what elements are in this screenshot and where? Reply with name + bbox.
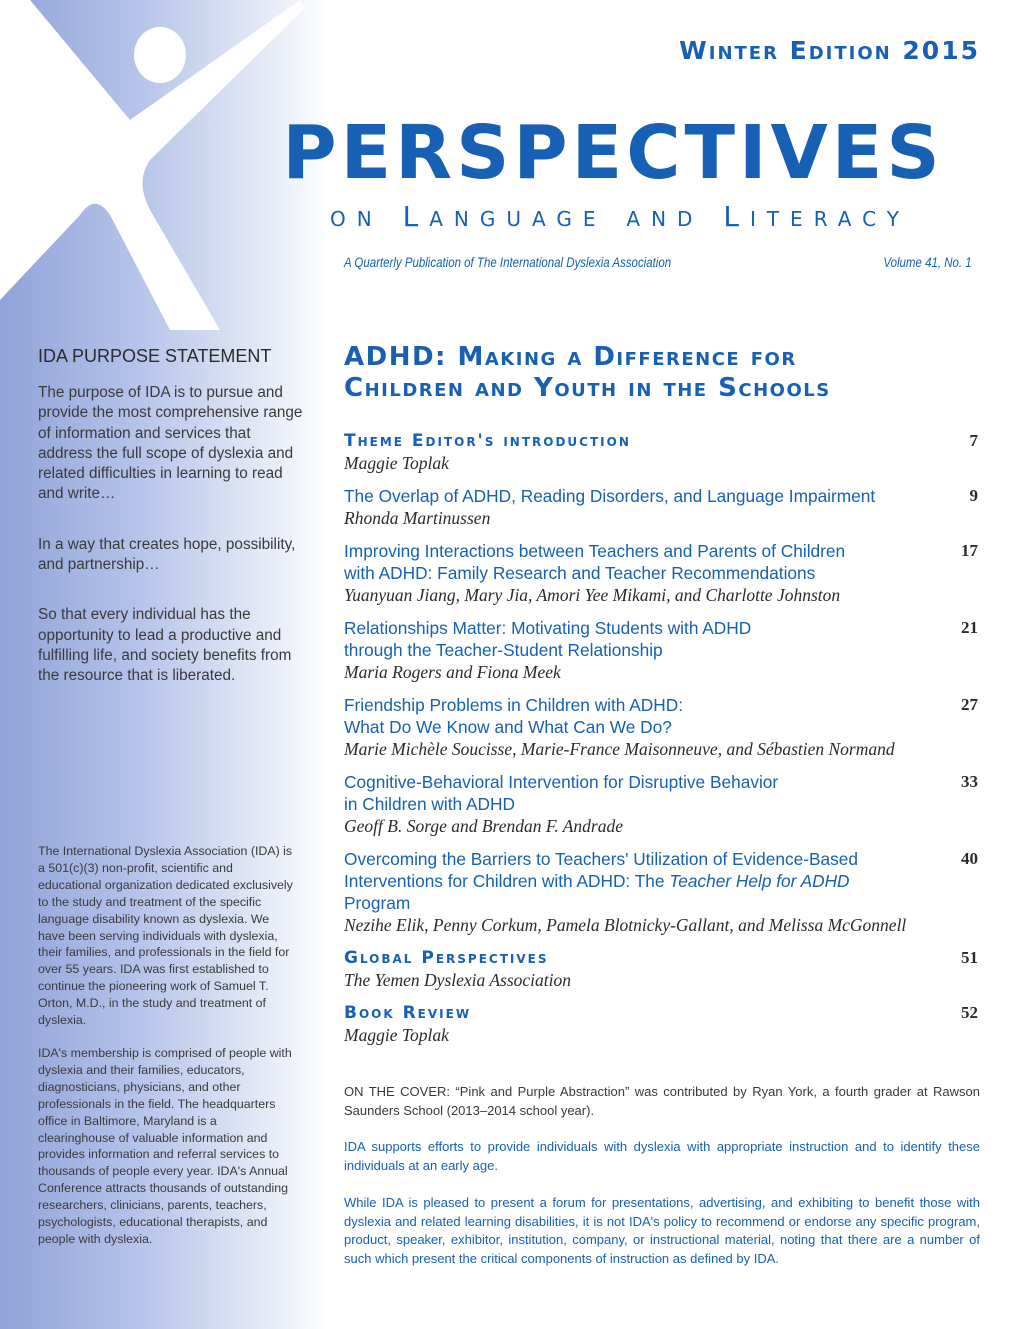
toc-title-part: Program xyxy=(344,893,411,913)
toc-page-number: 40 xyxy=(961,849,978,868)
toc-title: Cognitive-Behavioral Intervention for Disruptive Behavior xyxy=(344,772,779,792)
toc-author: Maggie Toplak xyxy=(344,453,449,473)
masthead-subtitle: on Language and Literacy xyxy=(330,200,910,233)
toc-author: Maria Rogers and Fiona Meek xyxy=(344,662,561,682)
toc-title: in Children with ADHD xyxy=(344,794,515,814)
toc-item[interactable] xyxy=(344,430,978,474)
toc-page-number: 17 xyxy=(961,541,978,560)
toc-author: Geoff B. Sorge and Brendan F. Andrade xyxy=(344,816,624,836)
toc-page-number: 33 xyxy=(961,772,978,791)
notes-section xyxy=(344,1083,980,1287)
purpose-paragraph: So that every individual has the opportunity to lead a productive and fulfilling life, and society benefits from the resource that is liberated. xyxy=(38,606,292,685)
toc-title xyxy=(344,870,918,914)
toc-author: Marie Michèle Soucisse, Marie-France Maisonneuve, and Sébastien Normand xyxy=(344,739,895,759)
toc-page-number: 7 xyxy=(969,431,978,450)
toc-title-part: Interventions for Children with ADHD: The xyxy=(344,871,670,891)
issue-theme-heading xyxy=(344,342,1004,404)
toc-item[interactable] xyxy=(344,771,978,837)
toc-item[interactable] xyxy=(344,848,978,936)
toc-author: Yuanyuan Jiang, Mary Jia, Amori Yee Mikami, and Charlotte Johnston xyxy=(344,585,841,605)
about-paragraph: The International Dyslexia Association (IDA) is a 501(c)(3) non-profit, scientific and educational organization dedicated exclusively to the study and treatment of the specific language disability known as dyslexia. We have been serving individuals with dyslexia, their families, and professionals in the field for over 55 years. IDA was first established to continue the pioneering work of Samuel T. Orton, M.D., in the study and treatment of dyslexia. xyxy=(38,844,293,1028)
toc-title: Global Perspectives xyxy=(344,948,549,968)
heading-line: Children and Youth in the Schools xyxy=(344,373,831,403)
toc-author: Maggie Toplak xyxy=(344,1025,449,1045)
heading-line: ADHD: Making a Difference for xyxy=(344,342,797,372)
toc-title: Relationships Matter: Motivating Students with ADHD xyxy=(344,618,752,638)
cover-note: ON THE COVER: “Pink and Purple Abstraction” was contributed by Ryan York, a fourth grader at Rawson Saunders School (2013–2014 school year). xyxy=(344,1084,980,1118)
toc-title-emphasis: Teacher Help for ADHD xyxy=(669,871,850,891)
toc-item[interactable] xyxy=(344,694,978,760)
toc-page-number: 21 xyxy=(961,618,978,637)
toc-page-number: 51 xyxy=(961,948,978,967)
masthead-title: PERSPECTIVES xyxy=(282,110,944,196)
toc-item[interactable] xyxy=(344,617,978,683)
publication-line: A Quarterly Publication of The International Dyslexia Association xyxy=(344,254,672,270)
toc-author: Nezihe Elik, Penny Corkum, Pamela Blotnicky-Gallant, and Melissa McGonnell xyxy=(344,915,907,935)
toc-item[interactable] xyxy=(344,947,978,991)
table-of-contents xyxy=(344,430,978,1057)
about-paragraph: IDA's membership is comprised of people with dyslexia and their families, educators, diagnosticians, physicians, and other professionals in the field. The headquarters office in Baltimore, Maryland is a clearinghouse of valuable information and provides information and referral services to thousands of people every year. IDA's Annual Conference attracts thousands of outstanding researchers, clinicians, parents, teachers, psychologists, educational therapists, and people with dyslexia. xyxy=(38,1045,292,1246)
toc-author: The Yemen Dyslexia Association xyxy=(344,970,571,990)
edition-label: Winter Edition 2015 xyxy=(679,36,980,65)
toc-author: Rhonda Martinussen xyxy=(344,508,491,528)
toc-title: with ADHD: Family Research and Teacher Recommendations xyxy=(344,563,816,583)
toc-page-number: 9 xyxy=(969,486,978,505)
volume-label: Volume 41, No. 1 xyxy=(883,254,972,270)
about-ida xyxy=(38,843,296,1264)
purpose-statement xyxy=(38,346,308,717)
support-note: IDA supports efforts to provide individuals with dyslexia with appropriate instruction and to identify these individuals at an early age. xyxy=(344,1139,980,1174)
purpose-paragraph: In a way that creates hope, possibility, and partnership… xyxy=(38,535,296,574)
disclaimer: While IDA is pleased to present a forum for presentations, advertising, and exhibiting to benefit those with dyslexia and related learning disabilities, it is not IDA's policy to recommend or endorse any specific program, product, speaker, exhibitor, institution, company, or instructional material, noting that there are a number of such which present the critical components of instruction as defined by IDA. xyxy=(344,1194,980,1266)
toc-item[interactable] xyxy=(344,540,978,606)
toc-title: Book Review xyxy=(344,1003,472,1023)
toc-title: Theme Editor's introduction xyxy=(344,431,631,451)
toc-item[interactable] xyxy=(344,485,978,529)
toc-title: What Do We Know and What Can We Do? xyxy=(344,717,672,737)
toc-item[interactable] xyxy=(344,1002,978,1046)
toc-page-number: 27 xyxy=(961,695,978,714)
toc-title: The Overlap of ADHD, Reading Disorders, and Language Impairment xyxy=(344,486,876,506)
toc-page-number: 52 xyxy=(961,1003,978,1022)
purpose-paragraph: The purpose of IDA is to pursue and provide the most comprehensive range of information and services that address the full scope of dyslexia and related difficulties in learning to read and write… xyxy=(38,384,303,503)
purpose-heading: IDA PURPOSE STATEMENT xyxy=(38,346,272,366)
toc-title: through the Teacher-Student Relationship xyxy=(344,640,663,660)
toc-title: Improving Interactions between Teachers and Parents of Children xyxy=(344,541,846,561)
toc-title: Friendship Problems in Children with ADHD: xyxy=(344,695,684,715)
toc-title: Overcoming the Barriers to Teachers' Utilization of Evidence-Based xyxy=(344,849,858,869)
